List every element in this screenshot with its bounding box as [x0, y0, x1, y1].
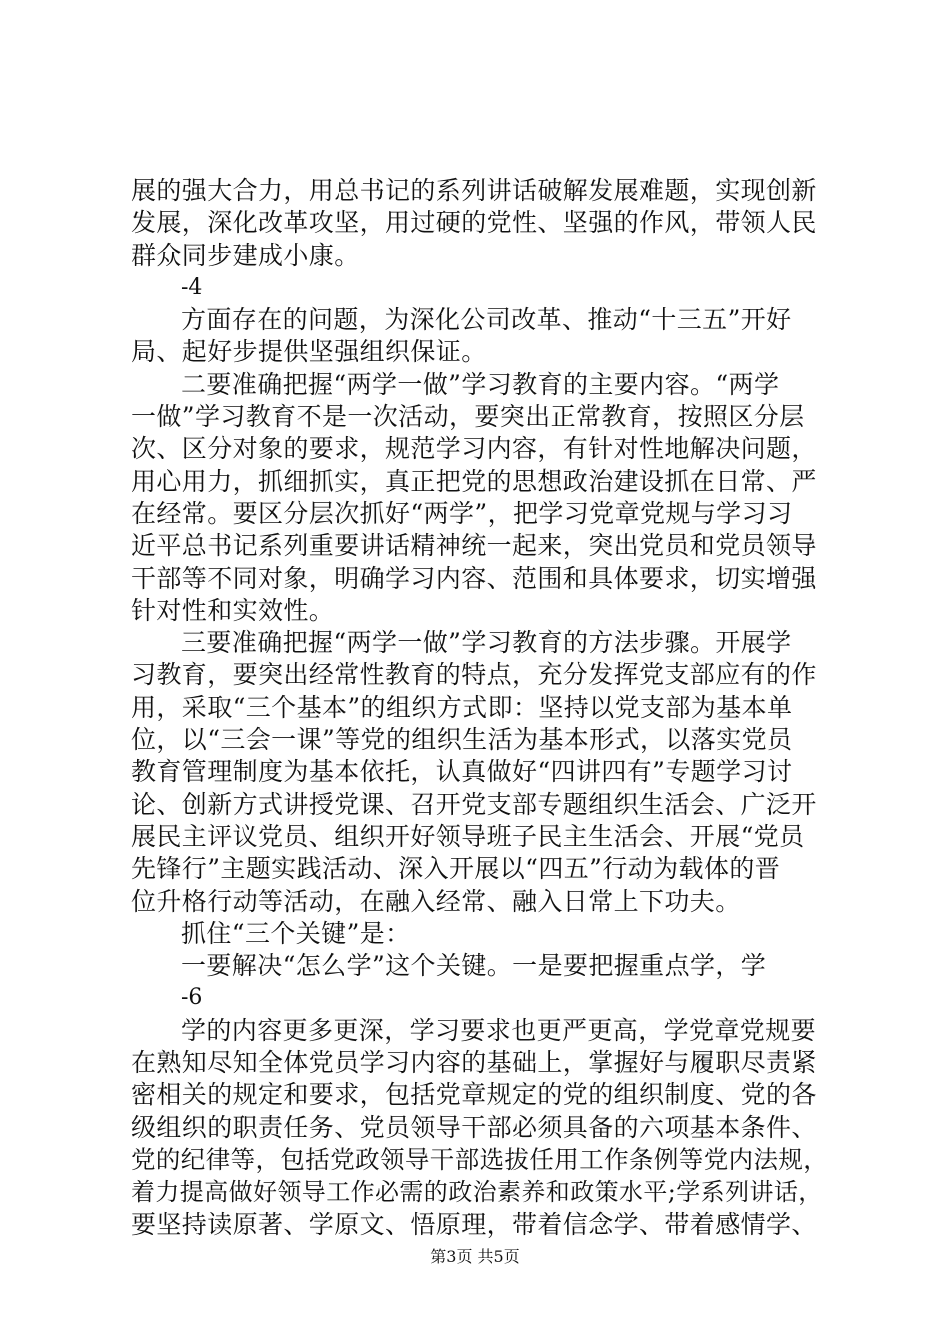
text-line: 论、创新方式讲授党课、召开党支部专题组织生活会、广泛开	[131, 789, 817, 819]
text-line: 级组织的职责任务、党员领导干部必须具备的六项基本条件、	[131, 1112, 817, 1142]
document-body	[131, 175, 831, 1241]
text-line: 针对性和实效性。	[131, 595, 335, 625]
text-line: 次、区分对象的要求，规范学习内容，有针对性地解决问题，	[131, 434, 817, 464]
text-line: 展的强大合力，用总书记的系列讲话破解发展难题，实现创新	[131, 176, 817, 205]
text-line: 抓住“三个关键”是：	[181, 918, 411, 948]
text-line: 教育管理制度为基本依托，认真做好“四讲四有”专题学习讨	[131, 757, 793, 787]
text-line: 三要准确把握“两学一做”学习教育的方法步骤。开展学	[181, 628, 792, 658]
text-line: 密相关的规定和要求，包括党章规定的党的组织制度、党的各	[131, 1080, 817, 1110]
text-line: 二要准确把握“两学一做”学习教育的主要内容。“两学	[181, 369, 780, 399]
text-line: 群众同步建成小康。	[131, 240, 360, 270]
text-line: 位，以“三会一课”等党的组织生活为基本形式，以落实党员	[131, 725, 793, 755]
text-line: 先锋行”主题实践活动、深入开展以“四五”行动为载体的晋	[131, 854, 781, 884]
text-line: 一要解决“怎么学”这个关键。一是要把握重点学，学	[181, 951, 767, 981]
text-line: 用心用力，抓细抓实，真正把党的思想政治建设抓在日常、严	[131, 466, 817, 496]
page-marker: -6	[181, 985, 203, 1011]
page-marker: -4	[181, 274, 203, 300]
text-line: 一做”学习教育不是一次活动，要突出正常教育，按照区分层	[131, 402, 805, 432]
text-line: 用，采取“三个基本”的组织方式即：坚持以党支部为基本单	[131, 692, 793, 722]
text-line: 局、起好步提供坚强组织保证。	[131, 337, 487, 367]
text-line: 在经常。要区分层次抓好“两学”，把学习党章党规与学习习	[131, 498, 793, 528]
text-line: 习教育，要突出经常性教育的特点，充分发挥党支部应有的作	[131, 660, 817, 690]
text-line: 近平总书记系列重要讲话精神统一起来，突出党员和党员领导	[131, 531, 817, 561]
text-line: 党的纪律等，包括党政领导干部选拔任用工作条例等党内法规，	[131, 1144, 829, 1174]
text-line: 学的内容更多更深，学习要求也更严更高，学党章党规要	[181, 1015, 817, 1045]
text-line: 发展，深化改革攻坚，用过硬的党性、坚强的作风，带领人民	[131, 208, 817, 238]
page-footer: 第3页 共5页	[430, 1247, 520, 1266]
text-line: 方面存在的问题，为深化公司改革、推动“十三五”开好	[181, 305, 792, 335]
text-line: 在熟知尽知全体党员学习内容的基础上，掌握好与履职尽责紧	[131, 1048, 817, 1078]
text-line: 着力提高做好领导工作必需的政治素养和政策水平;学系列讲话，	[131, 1178, 823, 1207]
text-line: 要坚持读原著、学原文、悟原理，带着信念学、带着感情学、	[131, 1209, 817, 1239]
text-line: 位升格行动等活动，在融入经常、融入日常上下功夫。	[131, 886, 741, 916]
text-line: 展民主评议党员、组织开好领导班子民主生活会、开展“党员	[131, 821, 805, 851]
text-line: 干部等不同对象，明确学习内容、范围和具体要求，切实增强	[131, 563, 817, 593]
